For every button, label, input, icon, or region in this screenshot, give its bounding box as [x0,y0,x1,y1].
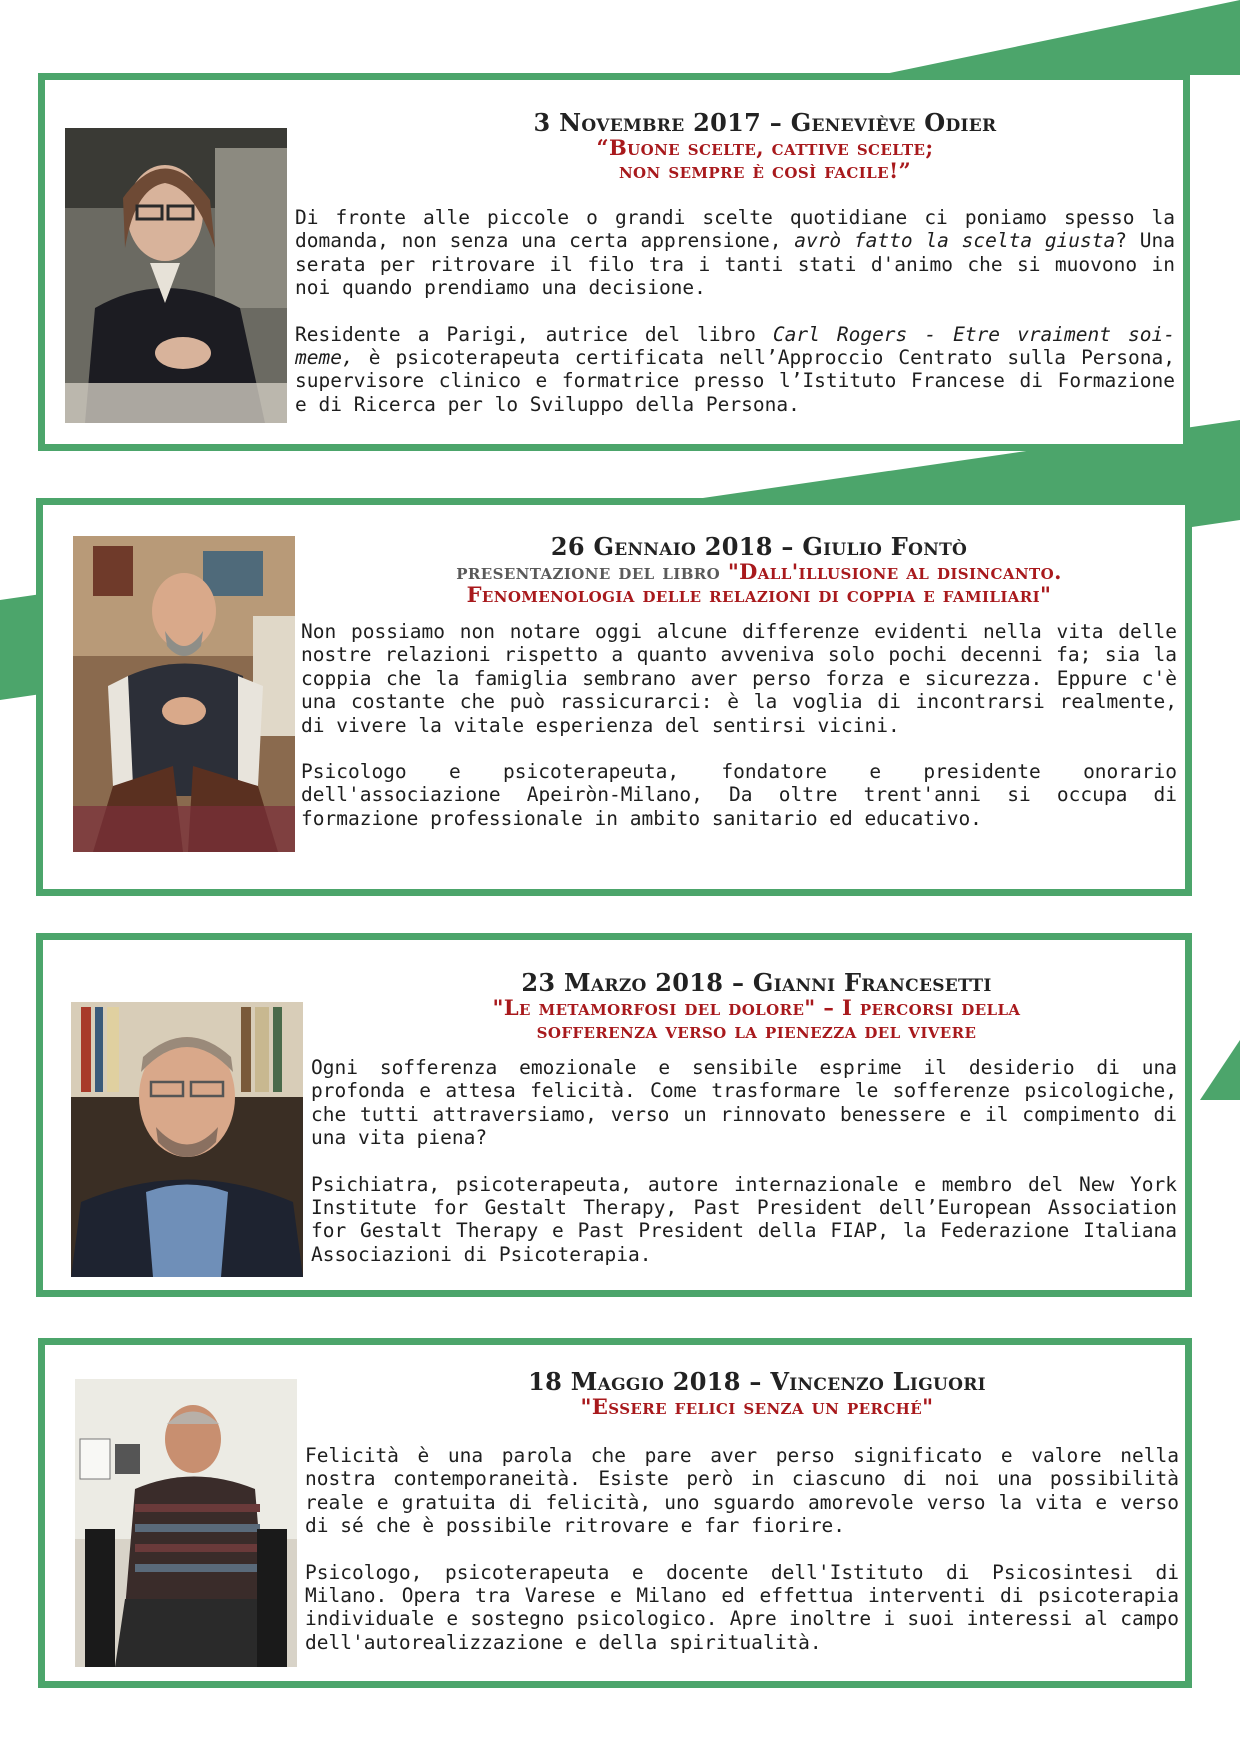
speaker-bio: Psicologo e psicoterapeuta, fondatore e presidente onorario dell'associazione Apeiròn-Milano, Da oltre trent'anni si occupa di formazione professionale in ambito sanitario ed educativo. [301,760,1177,830]
event-date-speaker: 3 Novembre 2017 – Geneviève Odier [533,108,997,137]
speaker-bio: Psichiatra, psicoterapeuta, autore internazionale e membro del New York Institute for Gestalt Therapy, Past President dell’European Association for Gestalt Therapy e Past President della FIAP, la Federazione Italiana Associazioni di Psicoterapia. [311,1172,1177,1266]
event-title-line-1: "Essere felici senza un perché" [580,1394,934,1419]
event-title-line-1: “Buone scelte, cattive scelte; [596,135,934,160]
event-title-line-1: presentazione del libro "Dall'illusione al disincanto. [456,559,1062,584]
event-title-line-2: sofferenza verso la pienezza del vivere [536,1018,977,1043]
event-date-speaker: 26 Gennaio 2018 – Giulio Fontò [550,532,968,561]
event-card-3 [36,933,1192,1297]
event-date-speaker: 18 Maggio 2018 – Vincenzo Liguori [528,1367,986,1396]
event-description: Ogni sofferenza emozionale e sensibile esprime il desiderio di una profonda e attesa felicità. Come trasformare le sofferenze psicologiche, che tutti attraversiamo, verso un rinnovato benessere e il compimento di una vita piena? [311,1056,1177,1150]
event-description: Felicità è una parola che pare aver perso significato e valore nella nostra contemporaneità. Esiste però in ciascuno di noi una possibilità reale e gratuita di felicità, uno sguardo amorevole verso la vita e verso di sé che è possibile ritrovare e far fiorire. [305,1444,1179,1538]
speaker-photo [73,536,295,852]
event-card-4 [38,1338,1192,1688]
event-title-line-2: Fenomenologia delle relazioni di coppia e familiari" [466,582,1052,607]
speaker-bio: Residente a Parigi, autrice del libro Carl Rogers - Etre vraiment soi-meme, è psicoterapeuta certificata nell’Approccio Centrato sulla Persona, supervisore clinico e formatrice presso l’Istituto Francese di Formazione e di Ricerca per lo Sviluppo della Persona. [295,322,1175,416]
event-description: Di fronte alle piccole o grandi scelte quotidiane ci poniamo spesso la domanda, non senza una certa apprensione, avrò fatto la scelta giusta? Una serata per ritrovare il filo tra i tanti stati d'animo che si muovono in noi quando prendiamo una decisione. [295,206,1175,300]
speaker-photo [65,128,287,423]
speaker-bio: Psicologo, psicoterapeuta e docente dell'Istituto di Psicosintesi di Milano. Opera tra Varese e Milano ed effettua interventi di psicoterapia individuale e sostegno psicologico. Apre inoltre i suoi interessi al campo dell'autorealizzazione e della spiritualità. [305,1560,1179,1654]
speaker-photo [75,1379,297,1667]
event-card-2 [36,498,1192,896]
speaker-photo [71,1002,303,1277]
event-description: Non possiamo non notare oggi alcune differenze evidenti nella vita delle nostre relazioni rispetto a quanto avveniva solo pochi decenni fa; sia la coppia che la famiglia sembrano aver perso forza e sicurezza. Eppure c'è una costante che può rassicurarci: è la voglia di incontrarsi realmente, di vivere la vitale esperienza del sentirsi vicini. [301,620,1177,737]
event-card-1 [38,73,1190,451]
event-title-line-1: "Le metamorfosi del dolore" – I percorsi della [492,995,1021,1020]
event-title-line-2: non sempre è così facile!” [618,158,912,183]
event-date-speaker: 23 Marzo 2018 – Gianni Francesetti [521,968,992,997]
